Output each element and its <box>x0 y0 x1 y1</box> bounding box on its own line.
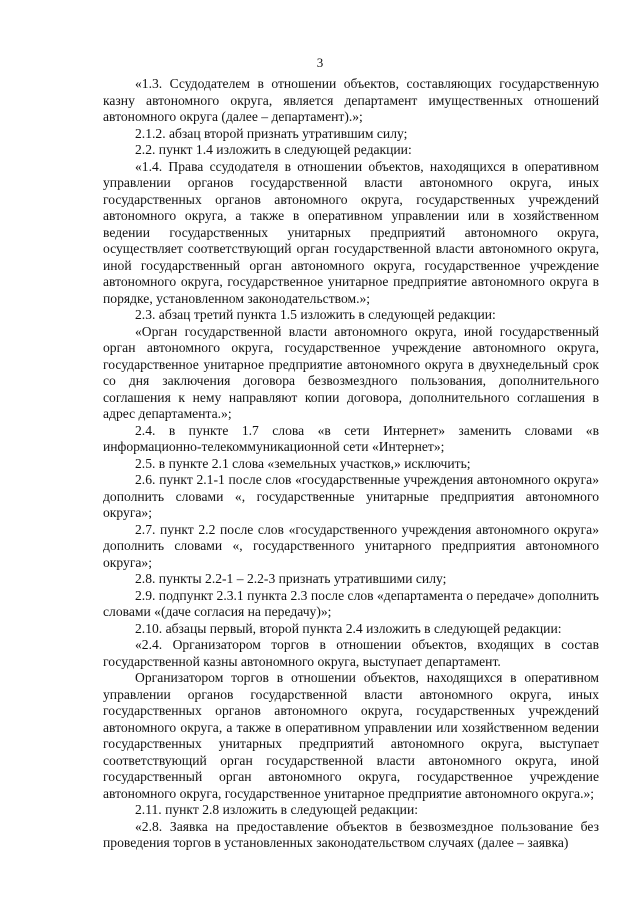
paragraph-2-11: 2.11. пункт 2.8 изложить в следующей редакции: <box>135 802 419 817</box>
page-number: 3 <box>316 55 324 70</box>
paragraph-2-1-2: 2.1.2. абзац второй признать утратившим силу; <box>135 125 408 141</box>
document-body <box>103 76 599 852</box>
paragraph-2-3: 2.3. абзац третий пункта 1.5 изложить в следующей редакции: <box>135 307 496 322</box>
paragraph-2-8: 2.8. пункты 2.2-1 – 2.2-3 признать утратившими силу; <box>135 571 447 586</box>
paragraph-2-7: 2.7. пункт 2.2 после слов «государственного учреждения автономного округа» дополнить словами «, государственного унитарного предприятия автономного округа»; <box>103 521 599 570</box>
paragraph-2-4-quote: «2.4. Организатором торгов в отношении объектов, входящих в состав государственной казны автономного округа, выступает департамент. <box>103 637 599 669</box>
paragraph-2-2: 2.2. пункт 1.4 изложить в следующей редакции: <box>135 142 412 157</box>
paragraph-2-10: 2.10. абзацы первый, второй пункта 2.4 изложить в следующей редакции: <box>135 620 562 636</box>
paragraph-2-9: 2.9. подпункт 2.3.1 пункта 2.3 после слов «департамента о передаче» дополнить словами «(даче согласия на передачу)»; <box>103 587 599 619</box>
paragraph-2-5: 2.5. в пункте 2.1 слова «земельных участков,» исключить; <box>135 455 471 471</box>
paragraph-organizer: Организатором торгов в отношении объектов, находящихся в оперативном управлении органов государственной власти автономного округа, иных государственных органов автономного округа, государственных учреждений автономного округа, а также в оперативном управлении или хозяйственном ведении государственных унитарных предприятий автономного округа, выступает соответствующий орган государственной власти автономного округа, иной государственный орган автономного округа, государственное учреждение автономного округа, государственное унитарное предприятие автономного округа.»; <box>103 670 599 801</box>
paragraph-2-8-quote: «2.8. Заявка на предоставление объектов в безвозмездное пользование без проведения торгов в установленных законодательством случаях (далее – заявка) <box>103 818 599 850</box>
paragraph-organ-quote: «Орган государственной власти автономного округа, иной государственный орган автономного округа, государственное учреждение автономного округа, государственное унитарное предприятие автономного округа в двухнедельный срок со дня заключения договора безвозмездного пользования, дополнительного соглашения к нему направляют копии договора, дополнительного соглашения в адрес департамента.»; <box>103 323 599 421</box>
paragraph-1-4-quote: «1.4. Права ссудодателя в отношении объектов, находящихся в оперативном управлении органов государственной власти автономного округа, иных государственных органов автономного округа, государственных учреждений автономного округа, а также в оперативном управлении или в хозяйственном ведении государственных унитарных предприятий автономного округа, осуществляет соответствующий орган государственной власти автономного округа, иной государственный орган автономного округа, государственное учреждение автономного округа, государственное унитарное предприятие автономного округа в порядке, установленном законодательством.»; <box>103 158 599 306</box>
paragraph-2-6: 2.6. пункт 2.1-1 после слов «государственные учреждения автономного округа» дополнить словами «, государственные унитарные предприятия автономного округа»; <box>103 472 599 520</box>
paragraph-1-3: «1.3. Ссудодателем в отношении объектов, составляющих государственную казну автономного округа, является департамент имущественных отношений автономного округа (далее – департамент).»; <box>103 76 599 124</box>
paragraph-2-4: 2.4. в пункте 1.7 слова «в сети Интернет» заменить словами «в информационно-телекоммуникационной сети «Интернет»; <box>103 422 599 454</box>
